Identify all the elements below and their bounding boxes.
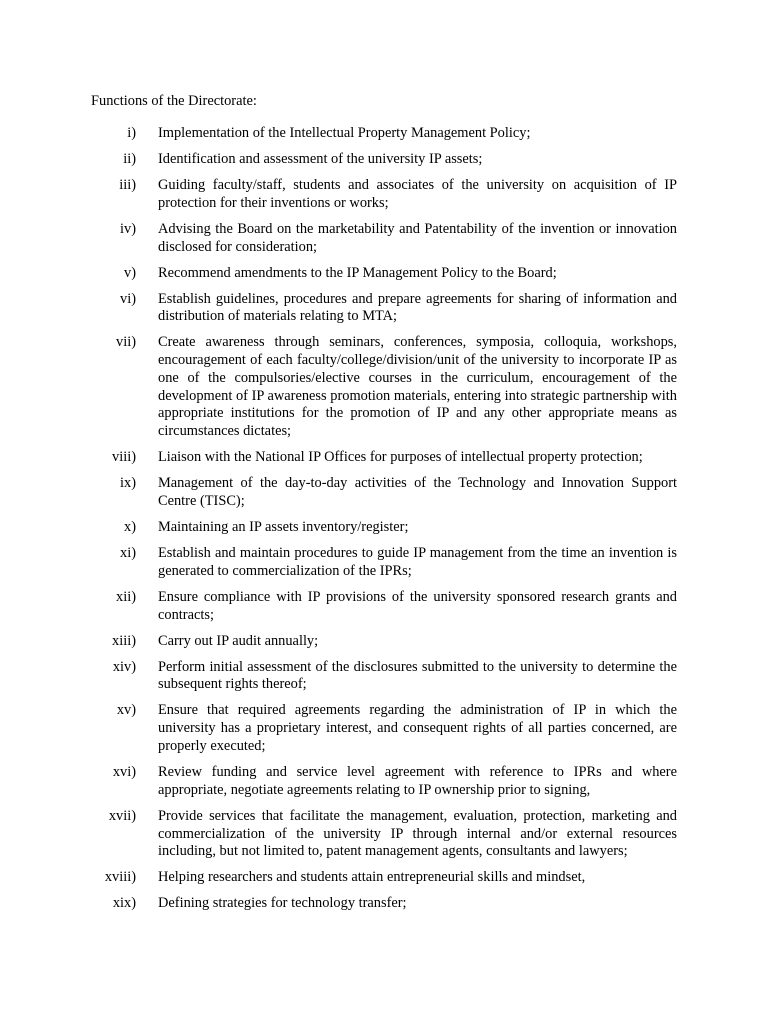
item-text: Guiding faculty/staff, students and associates of the university on acquisition of IP protection for their inventions or works; bbox=[158, 176, 677, 211]
item-text: Ensure that required agreements regarding the administration of IP in which the university has a proprietary interest, and consequent rights of all parties concerned, are properly executed; bbox=[158, 702, 677, 754]
item-text: Maintaining an IP assets inventory/register; bbox=[158, 519, 409, 536]
item-number: v) bbox=[124, 264, 136, 281]
item-text: Provide services that facilitate the management, evaluation, protection, marketing and commercialization of the university IP through internal and/or external resources including, but not limited to, patent management agents, consultants and lawyers; bbox=[158, 807, 677, 860]
item-number: viii) bbox=[112, 449, 136, 466]
item-number: vii) bbox=[116, 334, 136, 351]
item-number: x) bbox=[124, 519, 136, 536]
list-item bbox=[0, 659, 768, 695]
item-number: xi) bbox=[120, 545, 136, 562]
list-item bbox=[0, 151, 768, 169]
item-number: vi) bbox=[120, 290, 136, 307]
item-number: ix) bbox=[120, 475, 136, 492]
item-number: xv) bbox=[116, 702, 136, 719]
section-heading: Functions of the Directorate: bbox=[91, 93, 257, 109]
item-text: Ensure compliance with IP provisions of the university sponsored research grants and contracts; bbox=[158, 588, 677, 623]
functions-list bbox=[0, 125, 768, 921]
list-item bbox=[0, 449, 768, 467]
item-number: iii) bbox=[119, 176, 136, 193]
item-number: xvii) bbox=[108, 807, 136, 824]
item-text: Implementation of the Intellectual Property Management Policy; bbox=[158, 125, 531, 141]
item-text: Recommend amendments to the IP Management Policy to the Board; bbox=[158, 264, 557, 281]
list-item bbox=[0, 633, 768, 651]
list-item bbox=[0, 334, 768, 441]
item-number: xii) bbox=[116, 588, 136, 605]
item-number: xviii) bbox=[104, 869, 136, 886]
item-number: xvi) bbox=[112, 763, 136, 780]
item-text: Perform initial assessment of the disclosures submitted to the university to determine the subsequent rights thereof; bbox=[158, 658, 677, 693]
item-number: xiv) bbox=[112, 658, 136, 675]
list-item bbox=[0, 589, 768, 625]
item-text: Defining strategies for technology transfer; bbox=[158, 895, 407, 912]
list-item bbox=[0, 177, 768, 213]
list-item bbox=[0, 869, 768, 887]
item-text: Establish guidelines, procedures and prepare agreements for sharing of information and distribution of materials relating to MTA; bbox=[158, 290, 677, 325]
item-text: Advising the Board on the marketability and Patentability of the invention or innovation disclosed for consideration; bbox=[158, 220, 677, 255]
item-number: ii) bbox=[123, 150, 136, 167]
item-text: Review funding and service level agreement with reference to IPRs and where appropriate, negotiate agreements relating to IP ownership prior to signing, bbox=[158, 763, 677, 798]
item-text: Management of the day-to-day activities of the Technology and Innovation Support Centre (TISC); bbox=[158, 475, 677, 510]
item-text: Helping researchers and students attain entrepreneurial skills and mindset, bbox=[158, 869, 586, 886]
list-item bbox=[0, 265, 768, 283]
item-text: Create awareness through seminars, conferences, symposia, colloquia, workshops, encouragement of each faculty/college/division/unit of the university to incorporate IP as one of the compulsories/elective courses in the curriculum, encouragement of the development of IP awareness promotion materials, entering into strategic partnership with appropriate institutions for the promotion of IP and any other appropriate means as circumstances dictates; bbox=[158, 334, 677, 440]
item-number: xiii) bbox=[112, 632, 136, 649]
item-number: iv) bbox=[120, 220, 136, 237]
item-number: i) bbox=[127, 125, 136, 141]
list-item bbox=[0, 519, 768, 537]
list-item bbox=[0, 221, 768, 257]
list-item bbox=[0, 125, 768, 143]
list-item bbox=[0, 291, 768, 327]
item-text: Carry out IP audit annually; bbox=[158, 632, 319, 649]
item-text: Establish and maintain procedures to guide IP management from the time an invention is generated to commercialization of the IPRs; bbox=[158, 545, 677, 579]
item-text: Identification and assessment of the university IP assets; bbox=[158, 150, 483, 167]
list-item bbox=[0, 545, 768, 581]
item-number: xix) bbox=[112, 895, 136, 912]
list-item bbox=[0, 702, 768, 755]
list-item bbox=[0, 808, 768, 861]
list-item bbox=[0, 764, 768, 800]
list-item bbox=[0, 475, 768, 511]
item-text: Liaison with the National IP Offices for purposes of intellectual property protection; bbox=[158, 449, 643, 466]
list-item bbox=[0, 895, 768, 913]
